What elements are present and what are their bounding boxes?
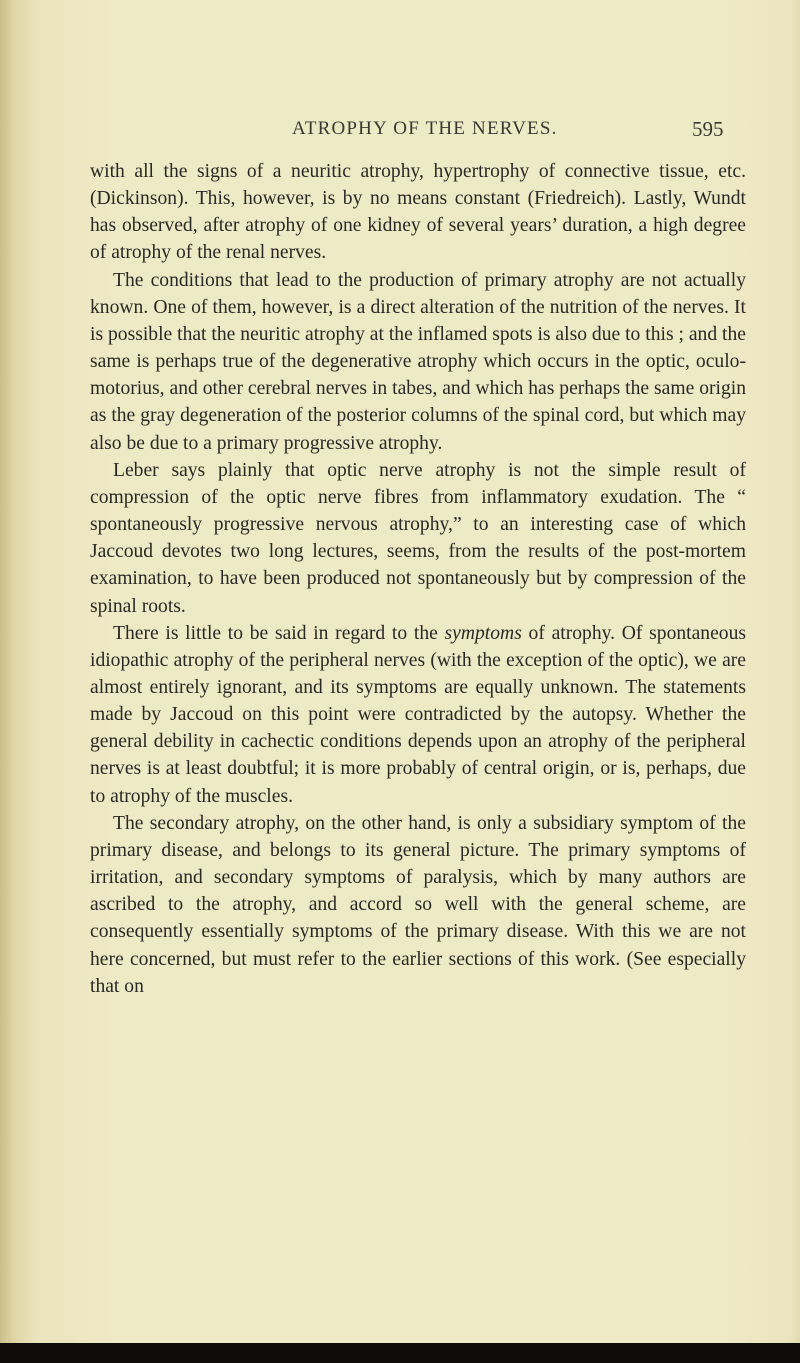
paragraph-text: The conditions that lead to the production of primary atrophy are not actually known. One of them, however, is a direct alteration of the nutrition of the nerves. It is possible that the neuritic atrophy at the inflamed spots is also due to this ; and the same is perhaps true of the degenerative atrophy which occurs in the optic, oculo-motorius, and other cerebral nerves in tabes, and which has perhaps the same origin as the gray degeneration of the posterior columns of the spinal cord, but which may also be due to a primary progressive atrophy. bbox=[90, 269, 746, 454]
paragraph bbox=[90, 457, 746, 620]
paragraph-text: of atrophy. Of spontaneous idiopathic atrophy of the peripheral nerves (with the exception of the optic), we are almost entirely ignorant, and its symptoms are equally unknown. The statements made by Jaccoud on this point were contradicted by the autopsy. Whether the general debility in cachectic conditions depends upon an atrophy of the peripheral nerves is at least doubtful; it is more probably of central origin, or is, perhaps, due to atrophy of the muscles. bbox=[90, 622, 747, 807]
paragraph-text: The secondary atrophy, on the other hand, is only a subsidiary symptom of the primary disease, and belongs to its general picture. The primary symptoms of irritation, and secondary symptoms of paralysis, which by many authors are ascribed to the atrophy, and accord so well with the general scheme, are consequently essentially symptoms of the primary disease. With this we are not here concerned, but must refer to the earlier sections of this work. (See especially that on bbox=[90, 812, 746, 997]
paragraph bbox=[90, 158, 746, 267]
emphasis-text: symptoms bbox=[444, 622, 522, 644]
paragraph bbox=[90, 810, 746, 1000]
paragraph-text: There is little to be said in regard to the bbox=[113, 622, 445, 644]
paragraph-text: with all the signs of a neuritic atrophy, hypertrophy of connective tissue, etc. (Dickinson). This, however, is by no means constant (Friedreich). Lastly, Wundt has observed, after atrophy of one kidney of several years’ duration, a high degree of atrophy of the renal nerves. bbox=[90, 161, 746, 264]
running-title: ATROPHY OF THE NERVES. bbox=[292, 118, 558, 139]
body-text bbox=[90, 158, 746, 1000]
paragraph-text: Leber says plainly that optic nerve atrophy is not the simple result of compression of the optic nerve fibres from inflammatory exudation. The “ spontaneously progressive nervous atrophy,” to an interesting case of which Jaccoud devotes two long lectures, seems, from the results of the post-mortem examination, to have been produced not spontaneously but by compression of the spinal roots. bbox=[90, 459, 746, 617]
page-number: 595 bbox=[692, 117, 724, 141]
scan-edge-bar bbox=[0, 1343, 800, 1363]
page-header bbox=[0, 118, 800, 146]
paragraph bbox=[90, 620, 746, 810]
paragraph bbox=[90, 267, 746, 457]
